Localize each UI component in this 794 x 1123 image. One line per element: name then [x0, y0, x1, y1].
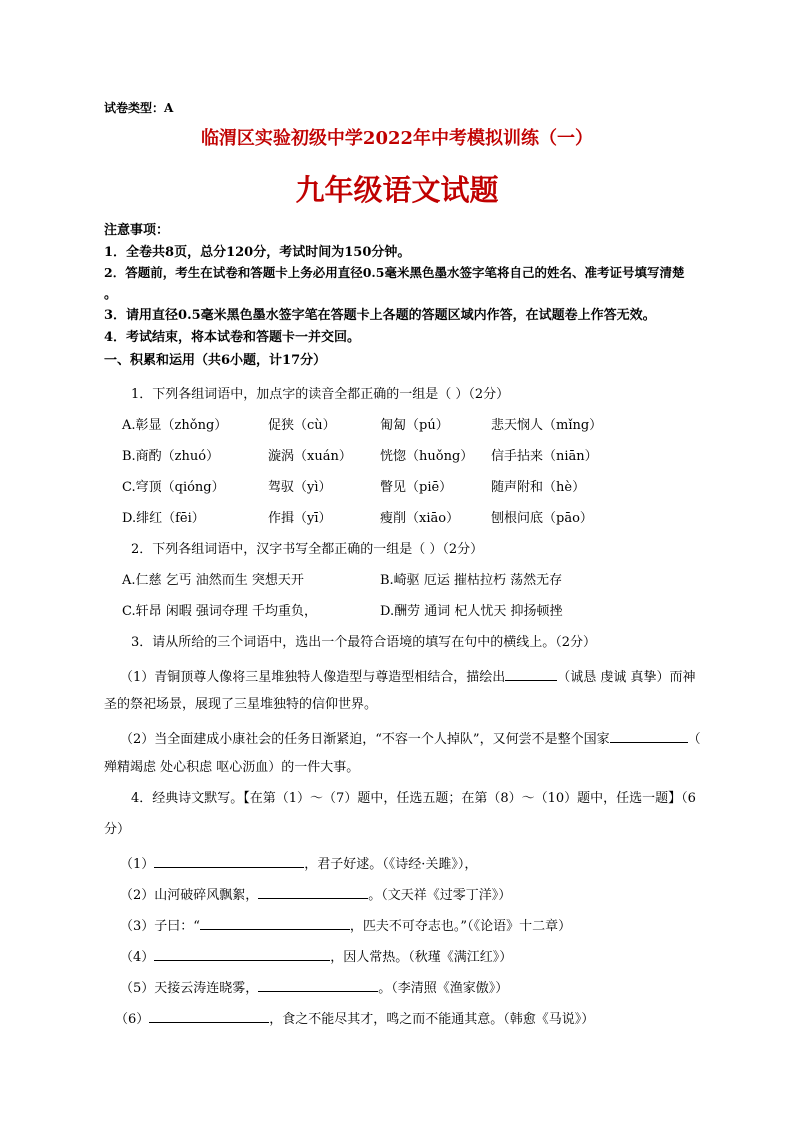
- q3-part2-text-b: （: [687, 732, 701, 747]
- q1-stem: 1．下列各组词语中，加点字的读音全都正确的一组是（ ）（2分）: [131, 387, 510, 402]
- q3-part2-line1: [120, 730, 701, 746]
- school-title: 临渭区实验初级中学2022年中考模拟训练（一）: [200, 128, 594, 149]
- q1-option-c-3: 瞥见（piē）: [380, 480, 453, 495]
- q1-option-b-1: B.商酌（zhuó）: [122, 449, 220, 464]
- q4-item-1-blank[interactable]: [154, 855, 304, 868]
- q3-part1-line1: [120, 668, 696, 684]
- q4-item-6-blank[interactable]: [149, 1010, 269, 1023]
- q1-option-d-4: 刨根问底（pāo）: [491, 511, 593, 526]
- q1-option-c-2: 驾驭（yì）: [268, 480, 332, 495]
- q1-option-a-4: 悲天悯人（mǐng）: [491, 418, 603, 433]
- q4-stem-line1: 4．经典诗文默写。【在第（1）～（7）题中，任选五题；在第（8）～（10）题中，任选一题】（6: [131, 791, 696, 806]
- q1-option-d-1: D.绯红（fēi）: [122, 511, 205, 526]
- q3-part2-blank[interactable]: [610, 730, 688, 743]
- q1-option-a-3: 匍匐（pú）: [380, 418, 449, 433]
- q1-option-b-2: 漩涡（xuán）: [268, 449, 352, 464]
- q4-item-3-pre: （3）子曰：“: [120, 919, 200, 934]
- q4-item-6-pre: （6）: [115, 1012, 150, 1027]
- q3-part1-blank[interactable]: [505, 668, 557, 681]
- q4-item-2: [120, 886, 511, 902]
- q4-item-1-post: ，君子好逑。（《诗经·关雎》），: [304, 857, 478, 872]
- q4-item-2-post: 。（文天祥《过零丁洋》）: [368, 888, 512, 903]
- q3-stem: 3．请从所给的三个词语中，选出一个最符合语境的填写在句中的横线上。（2分）: [131, 635, 597, 650]
- notice-item-4: 4．考试结束，将本试卷和答题卡一并交回。: [104, 330, 361, 345]
- q1-option-a-2: 促狭（cù）: [268, 418, 336, 433]
- q4-item-3: [120, 917, 571, 933]
- q4-item-4-pre: （4）: [120, 950, 155, 965]
- q1-option-b-4: 信手拈来（niān）: [491, 449, 598, 464]
- q1-option-c-4: 随声附和（hè）: [491, 480, 586, 495]
- notice-item-2: 2．答题前，考生在试卷和答题卡上务必用直径0.5毫米黑色墨水签字笔将自己的姓名、准考证号填写清楚: [104, 265, 685, 280]
- q1-option-d-3: 瘦削（xiāo）: [380, 511, 460, 526]
- q4-item-3-post: ，匹夫不可夺志也。”（《论语》十二章）: [349, 919, 572, 934]
- q4-stem-line2: 分）: [104, 822, 131, 837]
- q4-item-1-pre: （1）: [120, 857, 155, 872]
- q3-part2-line2: 殚精竭虑 处心积虑 呕心沥血）的一件大事。: [104, 760, 360, 775]
- notice-heading: 注意事项：: [104, 223, 170, 238]
- q3-part2-text-a: （2）当全面建成小康社会的任务日渐紧迫，“不容一个人掉队”，又何尝不是整个国家: [120, 732, 610, 747]
- q1-option-a-1: A.彰显（zhǒng）: [122, 418, 228, 433]
- q1-option-d-2: 作揖（yī）: [268, 511, 332, 526]
- q4-item-2-blank[interactable]: [258, 886, 368, 899]
- q3-part1-text-b: （诚恳 虔诚 真挚）而神: [557, 670, 696, 685]
- subject-title: 九年级语文试题: [295, 173, 499, 207]
- section1-heading: 一、积累和运用（共6小题，计17分）: [104, 353, 327, 368]
- q4-item-1: [120, 855, 477, 871]
- q2-option-c: C.轩昂 闲暇 强词夺理 千均重负，: [122, 604, 318, 619]
- q4-item-6-post: ，食之不能尽其才，鸣之而不能通其意。（韩愈《马说》）: [269, 1012, 595, 1027]
- notice-item-3: 3．请用直径0.5毫米黑色墨水签字笔在答题卡上各题的答题区域内作答，在试题卷上作答无效。: [104, 308, 656, 323]
- q4-item-6: [115, 1010, 594, 1026]
- q4-item-5-post: 。（李清照《渔家傲》）: [378, 981, 509, 996]
- q2-option-d: D.酬劳 通词 杞人忧天 抑扬顿挫: [380, 604, 563, 619]
- q2-option-a: A.仁慈 乞丐 油然而生 突想天开: [122, 573, 304, 588]
- q4-item-2-pre: （2）山河破碎风飘絮，: [120, 888, 259, 903]
- q2-option-b: B.崎驱 厄运 摧枯拉朽 荡然无存: [380, 573, 563, 588]
- notice-item-1: 1．全卷共8页，总分120分，考试时间为150分钟。: [104, 245, 411, 260]
- q4-item-5-blank[interactable]: [258, 979, 378, 992]
- q4-item-4: [120, 948, 512, 964]
- q1-option-b-3: 恍惚（huǒng）: [380, 449, 474, 464]
- q2-stem: 2．下列各组词语中，汉字书写全都正确的一组是（ ）（2分）: [131, 542, 484, 557]
- q3-part1-text-a: （1）青铜顶尊人像将三星堆独特人像造型与尊造型相结合，描绘出: [120, 670, 506, 685]
- q3-part1-line2: 圣的祭祀场景，展现了三星堆独特的信仰世界。: [104, 697, 378, 712]
- q4-item-5: [120, 979, 508, 995]
- q4-item-4-blank[interactable]: [154, 948, 330, 961]
- q4-item-3-blank[interactable]: [200, 917, 350, 930]
- q4-item-5-pre: （5）天接云涛连晓雾，: [120, 981, 259, 996]
- q4-item-4-post: ，因人常热。（秋瑾《满江红》）: [330, 950, 513, 965]
- notice-item-2-cont: 。: [104, 287, 118, 302]
- paper-type: 试卷类型：A: [104, 101, 174, 115]
- q1-option-c-1: C.穹顶（qióng）: [122, 480, 225, 495]
